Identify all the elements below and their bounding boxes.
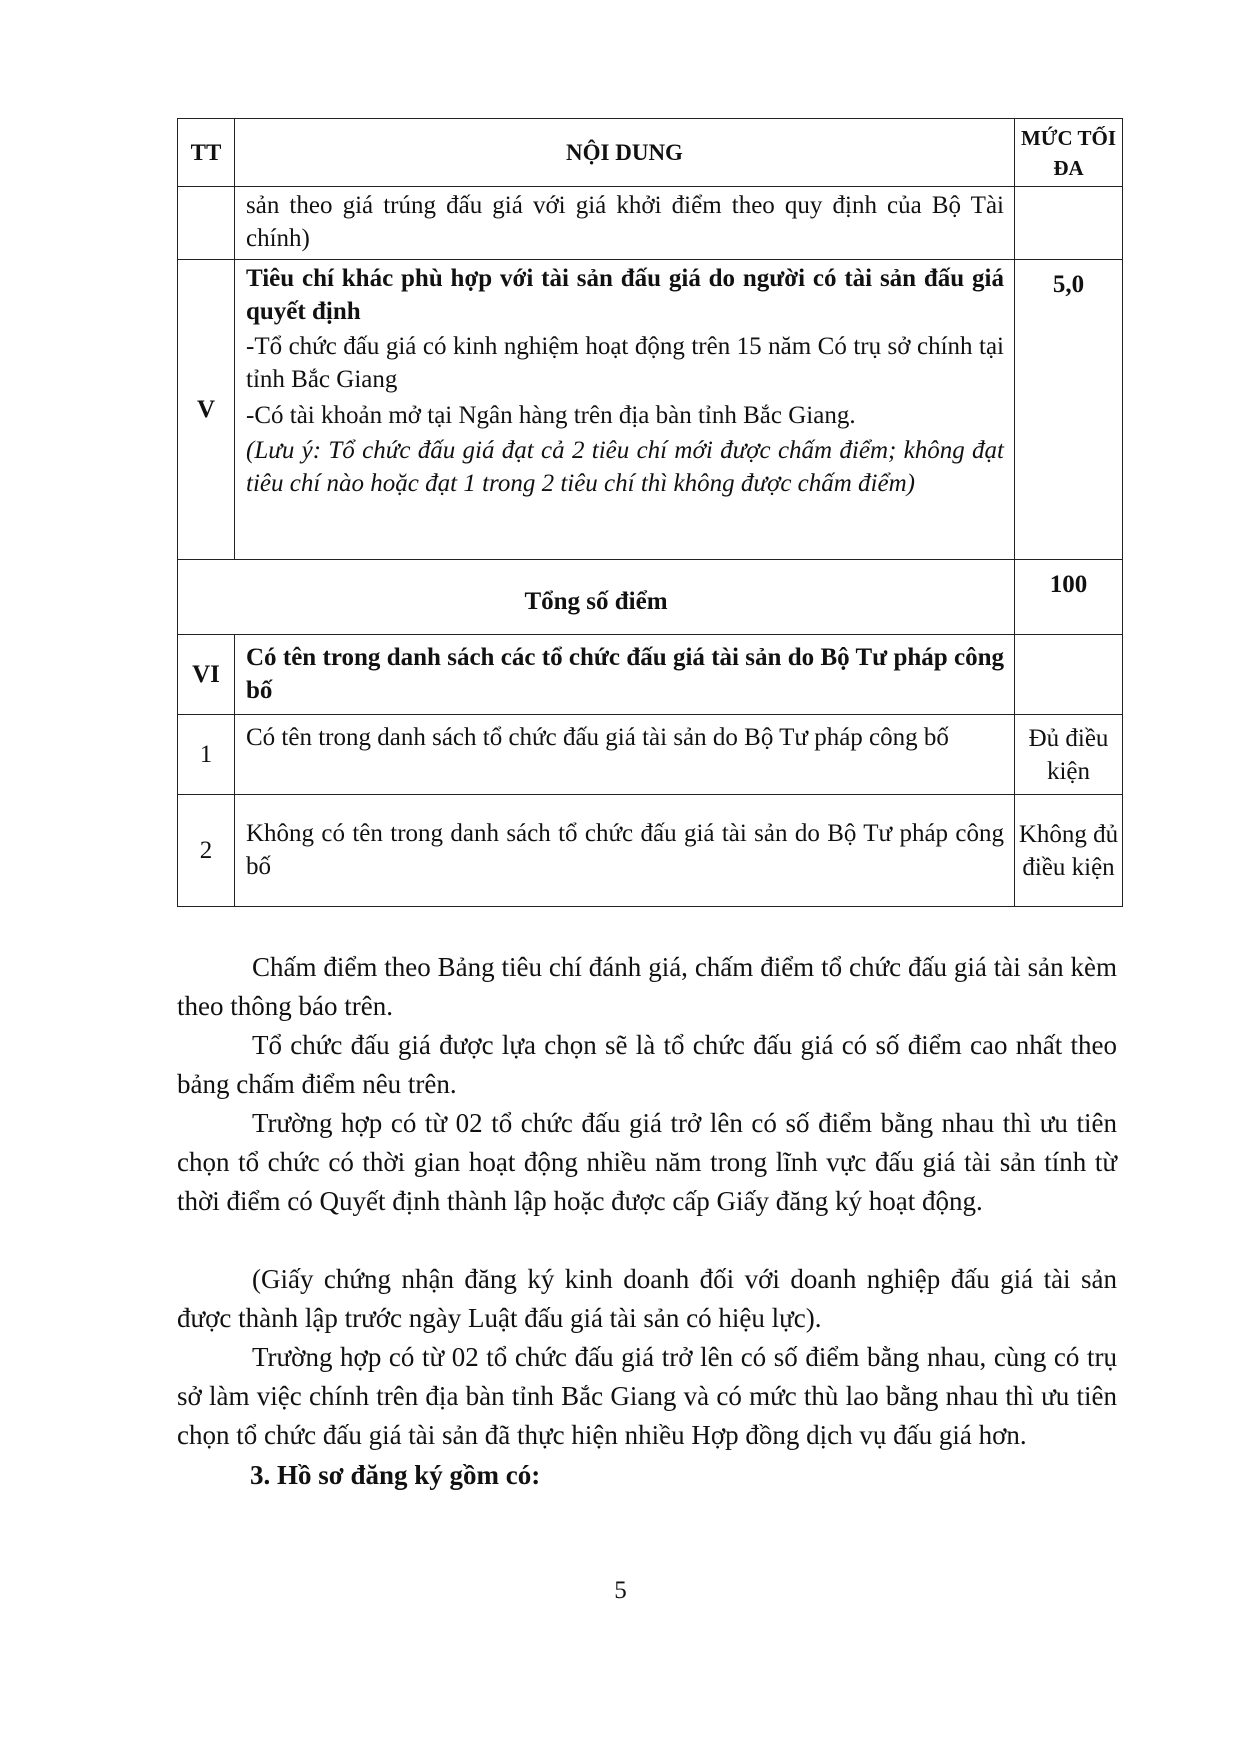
section-v-tt: V [178, 260, 235, 560]
section-v-content [235, 260, 1015, 560]
section-vi-max [1015, 635, 1123, 715]
continuation-tt [178, 187, 235, 260]
paragraph-4: (Giấy chứng nhận đăng ký kinh doanh đối với doanh nghiệp đấu giá tài sản được thành lập trước ngày Luật đấu giá tài sản có hiệu lực). [177, 1264, 1117, 1333]
row-2-max: Không đủ điều kiện [1015, 795, 1123, 907]
paragraph-1: Chấm điểm theo Bảng tiêu chí đánh giá, chấm điểm tổ chức đấu giá tài sản kèm theo thông báo trên. [177, 952, 1117, 1021]
table-row [178, 795, 1123, 907]
row-2-content: Không có tên trong danh sách tổ chức đấu giá tài sản do Bộ Tư pháp công bố [235, 795, 1015, 907]
total-label: Tổng số điểm [178, 560, 1015, 635]
criteria-table [177, 118, 1123, 907]
continuation-content: sản theo giá trúng đấu giá với giá khởi điểm theo quy định của Bộ Tài chính) [235, 187, 1015, 260]
section-vi-title: Có tên trong danh sách các tổ chức đấu giá tài sản do Bộ Tư pháp công bố [235, 635, 1015, 715]
paragraph-2: Tổ chức đấu giá được lựa chọn sẽ là tổ chức đấu giá có số điểm cao nhất theo bảng chấm điểm nêu trên. [177, 1030, 1117, 1099]
section-v-title: Tiêu chí khác phù hợp với tài sản đấu giá do người có tài sản đấu giá quyết định [246, 265, 1004, 325]
row-1-tt: 1 [178, 715, 235, 795]
section-v-row [178, 260, 1123, 560]
section-vi-tt: VI [178, 635, 235, 715]
table-header-row [178, 119, 1123, 187]
paragraph-5: Trường hợp có từ 02 tổ chức đấu giá trở lên có số điểm bằng nhau, cùng có trụ sở làm việc chính trên địa bàn tỉnh Bắc Giang và có mức thù lao bằng nhau thì ưu tiên chọn tổ chức đấu giá tài sản đã thực hiện nhiều Hợp đồng dịch vụ đấu giá hơn. [177, 1342, 1117, 1450]
continuation-max [1015, 187, 1123, 260]
section-heading: 3. Hồ sơ đăng ký gồm có: [250, 1460, 541, 1490]
row-2-tt: 2 [178, 795, 235, 907]
total-row [178, 560, 1123, 635]
row-1-max: Đủ điều kiện [1015, 715, 1123, 795]
row-1-content: Có tên trong danh sách tổ chức đấu giá tài sản do Bộ Tư pháp công bố [235, 715, 1015, 795]
header-tt: TT [178, 119, 235, 187]
section-v-item-2: -Có tài khoản mở tại Ngân hàng trên địa bàn tỉnh Bắc Giang. [246, 402, 856, 429]
section-vi-row [178, 635, 1123, 715]
total-value: 100 [1015, 560, 1123, 635]
section-v-note: (Lưu ý: Tổ chức đấu giá đạt cả 2 tiêu chí mới được chấm điểm; không đạt tiêu chí nào hoặc đạt 1 trong 2 tiêu chí thì không được chấm điểm) [246, 437, 1004, 497]
section-v-max: 5,0 [1015, 260, 1123, 560]
table-row [178, 715, 1123, 795]
header-content: NỘI DUNG [235, 119, 1015, 187]
continuation-row [178, 187, 1123, 260]
section-v-item-1: -Tổ chức đấu giá có kinh nghiệm hoạt động trên 15 năm Có trụ sở chính tại tỉnh Bắc Giang [246, 333, 1004, 393]
page-number: 5 [614, 1577, 627, 1604]
header-max: MỨC TỐI ĐA [1015, 119, 1123, 187]
paragraph-3: Trường hợp có từ 02 tổ chức đấu giá trở lên có số điểm bằng nhau thì ưu tiên chọn tổ chức có thời gian hoạt động nhiều năm trong lĩnh vực đấu giá tài sản tính từ thời điểm có Quyết định thành lập hoặc được cấp Giấy đăng ký hoạt động. [177, 1108, 1117, 1216]
